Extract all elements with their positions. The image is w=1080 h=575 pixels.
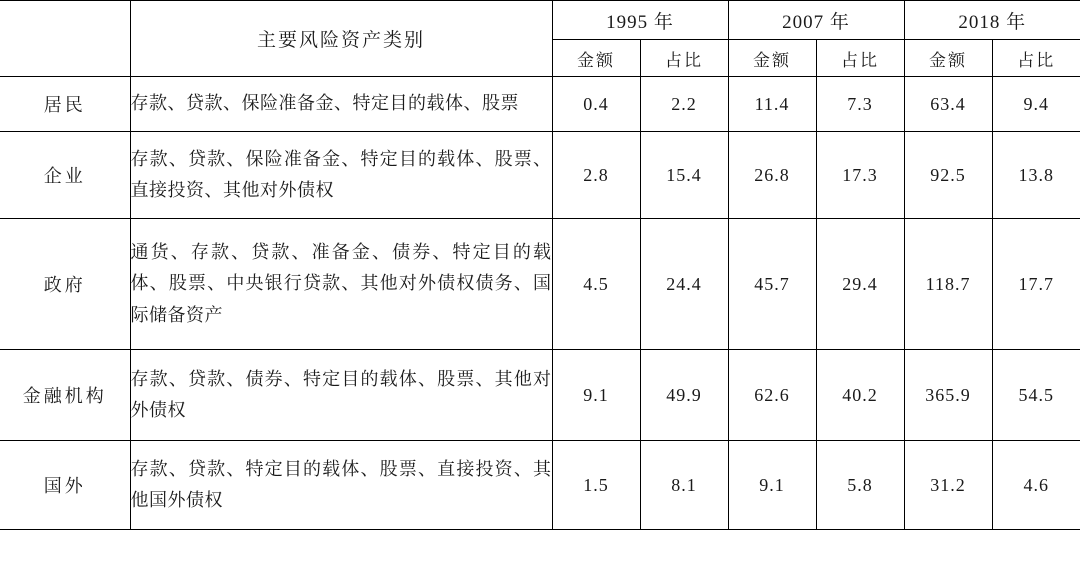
cell-amount-2007: 62.6 [728, 350, 816, 441]
cell-share-1995: 15.4 [640, 132, 728, 219]
cell-share-2018: 13.8 [992, 132, 1080, 219]
row-assets-list: 存款、贷款、保险准备金、特定目的载体、股票、直接投资、其他对外债权 [130, 132, 552, 219]
cell-amount-2018: 118.7 [904, 219, 992, 350]
cell-amount-2007: 11.4 [728, 77, 816, 132]
header-amount-2018: 金额 [904, 40, 992, 77]
cell-share-2007: 5.8 [816, 441, 904, 530]
table-row [0, 219, 1080, 350]
header-amount-2007: 金额 [728, 40, 816, 77]
header-amount-1995: 金额 [552, 40, 640, 77]
table-row [0, 441, 1080, 530]
header-corner-empty [0, 1, 130, 77]
header-share-2018: 占比 [992, 40, 1080, 77]
table-header-row-years [0, 1, 1080, 40]
cell-amount-2018: 92.5 [904, 132, 992, 219]
cell-amount-1995: 2.8 [552, 132, 640, 219]
header-assets-category: 主要风险资产类别 [130, 1, 552, 77]
cell-amount-2007: 26.8 [728, 132, 816, 219]
header-share-2007: 占比 [816, 40, 904, 77]
cell-amount-2018: 365.9 [904, 350, 992, 441]
cell-amount-2007: 45.7 [728, 219, 816, 350]
cell-amount-1995: 4.5 [552, 219, 640, 350]
cell-share-1995: 24.4 [640, 219, 728, 350]
cell-amount-1995: 1.5 [552, 441, 640, 530]
header-year-1995: 1995 年 [552, 1, 728, 40]
cell-amount-2018: 63.4 [904, 77, 992, 132]
cell-share-2007: 7.3 [816, 77, 904, 132]
cell-share-2018: 4.6 [992, 441, 1080, 530]
header-share-1995: 占比 [640, 40, 728, 77]
cell-share-2007: 29.4 [816, 219, 904, 350]
row-sector-label: 政府 [0, 219, 130, 350]
cell-share-1995: 2.2 [640, 77, 728, 132]
cell-amount-2007: 9.1 [728, 441, 816, 530]
cell-share-1995: 49.9 [640, 350, 728, 441]
row-assets-list: 存款、贷款、债券、特定目的载体、股票、其他对外债权 [130, 350, 552, 441]
row-assets-list: 通货、存款、贷款、准备金、债券、特定目的载体、股票、中央银行贷款、其他对外债权债务、国际储备资产 [130, 219, 552, 350]
cell-share-2007: 17.3 [816, 132, 904, 219]
table-row [0, 350, 1080, 441]
row-assets-list: 存款、贷款、特定目的载体、股票、直接投资、其他国外债权 [130, 441, 552, 530]
cell-share-2018: 9.4 [992, 77, 1080, 132]
row-sector-label: 国外 [0, 441, 130, 530]
cell-amount-1995: 0.4 [552, 77, 640, 132]
header-year-2007: 2007 年 [728, 1, 904, 40]
row-assets-list: 存款、贷款、保险准备金、特定目的载体、股票 [130, 77, 552, 132]
cell-share-2018: 54.5 [992, 350, 1080, 441]
cell-amount-2018: 31.2 [904, 441, 992, 530]
table-row [0, 132, 1080, 219]
row-sector-label: 居民 [0, 77, 130, 132]
cell-amount-1995: 9.1 [552, 350, 640, 441]
row-sector-label: 金融机构 [0, 350, 130, 441]
table-header [0, 1, 1080, 77]
row-sector-label: 企业 [0, 132, 130, 219]
cell-share-1995: 8.1 [640, 441, 728, 530]
table-row [0, 77, 1080, 132]
table-body [0, 77, 1080, 530]
cell-share-2007: 40.2 [816, 350, 904, 441]
cell-share-2018: 17.7 [992, 219, 1080, 350]
header-year-2018: 2018 年 [904, 1, 1080, 40]
